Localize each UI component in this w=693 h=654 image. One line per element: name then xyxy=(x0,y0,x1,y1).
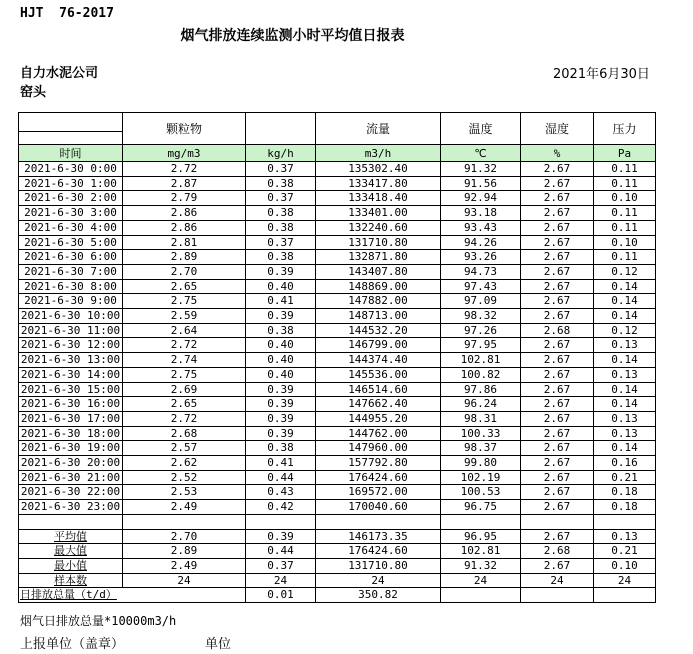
table-row xyxy=(19,191,656,206)
daily-total-label: 日排放总量（t/d） xyxy=(20,588,117,602)
value-cell: 2.72 xyxy=(123,338,246,353)
value-cell: 2.74 xyxy=(123,353,246,368)
value-cell: 0.11 xyxy=(594,206,656,221)
value-cell: 0.10 xyxy=(594,191,656,206)
value-cell: 144762.00 xyxy=(316,426,441,441)
value-cell: 0.16 xyxy=(594,456,656,471)
value-cell: 0.38 xyxy=(246,176,316,191)
summary-value-cell: 24 xyxy=(246,573,316,588)
value-cell: 91.32 xyxy=(441,162,521,177)
summary-value-cell: 2.70 xyxy=(123,529,246,544)
summary-value-cell: 176424.60 xyxy=(316,544,441,559)
table-row xyxy=(19,456,656,471)
value-cell: 2.59 xyxy=(123,309,246,324)
unit-percent: % xyxy=(521,145,594,162)
daily-total-value-cell xyxy=(441,588,521,603)
summary-row xyxy=(19,544,656,559)
value-cell: 2.57 xyxy=(123,441,246,456)
value-cell: 0.11 xyxy=(594,162,656,177)
value-cell: 97.09 xyxy=(441,294,521,309)
value-cell: 145536.00 xyxy=(316,367,441,382)
value-cell: 133417.80 xyxy=(316,176,441,191)
col-header-pressure: 压力 xyxy=(594,113,656,145)
value-cell: 0.38 xyxy=(246,220,316,235)
value-cell: 2.67 xyxy=(521,176,594,191)
value-cell: 2.87 xyxy=(123,176,246,191)
value-cell: 0.39 xyxy=(246,397,316,412)
footnote: 烟气日排放总量*10000m3/h xyxy=(20,614,177,628)
summary-value-cell: 24 xyxy=(521,573,594,588)
table-row xyxy=(19,206,656,221)
station-name: 窑头 xyxy=(20,85,47,100)
value-cell: 2.86 xyxy=(123,220,246,235)
value-cell: 91.56 xyxy=(441,176,521,191)
table-row xyxy=(19,264,656,279)
value-cell: 2.70 xyxy=(123,264,246,279)
group-header-row xyxy=(19,113,656,132)
summary-value-cell: 96.95 xyxy=(441,529,521,544)
value-cell: 2.49 xyxy=(123,500,246,515)
summary-row xyxy=(19,529,656,544)
value-cell: 0.13 xyxy=(594,411,656,426)
table-row xyxy=(19,323,656,338)
value-cell: 146799.00 xyxy=(316,338,441,353)
value-cell: 97.43 xyxy=(441,279,521,294)
report-date: 2021年6月30日 xyxy=(553,67,650,82)
daily-total-value-cell: 350.82 xyxy=(316,588,441,603)
summary-value-cell: 91.32 xyxy=(441,558,521,573)
unit-label: 单位 xyxy=(205,637,232,652)
summary-value-cell: 2.89 xyxy=(123,544,246,559)
value-cell: 0.18 xyxy=(594,485,656,500)
empty-cell xyxy=(441,514,521,529)
summary-label: 平均值 xyxy=(54,529,87,543)
time-cell: 2021-6-30 15:00 xyxy=(19,382,123,397)
time-cell: 2021-6-30 1:00 xyxy=(19,176,123,191)
time-cell: 2021-6-30 14:00 xyxy=(19,367,123,382)
value-cell: 0.41 xyxy=(246,294,316,309)
value-cell: 2.53 xyxy=(123,485,246,500)
value-cell: 2.67 xyxy=(521,456,594,471)
time-cell: 2021-6-30 17:00 xyxy=(19,411,123,426)
value-cell: 97.86 xyxy=(441,382,521,397)
value-cell: 0.13 xyxy=(594,367,656,382)
summary-value-cell: 146173.35 xyxy=(316,529,441,544)
empty-cell xyxy=(19,514,123,529)
table-row xyxy=(19,485,656,500)
table-row xyxy=(19,353,656,368)
value-cell: 0.43 xyxy=(246,485,316,500)
value-cell: 0.14 xyxy=(594,294,656,309)
value-cell: 94.26 xyxy=(441,235,521,250)
value-cell: 135302.40 xyxy=(316,162,441,177)
value-cell: 2.67 xyxy=(521,338,594,353)
empty-cell xyxy=(316,514,441,529)
time-cell: 2021-6-30 5:00 xyxy=(19,235,123,250)
value-cell: 0.11 xyxy=(594,220,656,235)
table-row xyxy=(19,426,656,441)
daily-total-label-cell xyxy=(19,588,246,603)
value-cell: 2.52 xyxy=(123,470,246,485)
time-cell: 2021-6-30 9:00 xyxy=(19,294,123,309)
company-name: 自力水泥公司 xyxy=(20,66,99,81)
table-body xyxy=(19,162,656,603)
summary-value-cell: 24 xyxy=(123,573,246,588)
table-row xyxy=(19,367,656,382)
value-cell: 148713.00 xyxy=(316,309,441,324)
summary-label-cell xyxy=(19,558,123,573)
value-cell: 2.81 xyxy=(123,235,246,250)
value-cell: 100.82 xyxy=(441,367,521,382)
value-cell: 92.94 xyxy=(441,191,521,206)
value-cell: 0.41 xyxy=(246,456,316,471)
unit-header-row xyxy=(19,145,656,162)
value-cell: 2.67 xyxy=(521,279,594,294)
value-cell: 2.67 xyxy=(521,470,594,485)
summary-value-cell: 24 xyxy=(316,573,441,588)
value-cell: 93.26 xyxy=(441,250,521,265)
summary-value-cell: 2.67 xyxy=(521,558,594,573)
summary-row xyxy=(19,558,656,573)
summary-label-cell xyxy=(19,529,123,544)
empty-cell xyxy=(594,514,656,529)
value-cell: 0.21 xyxy=(594,470,656,485)
time-cell: 2021-6-30 13:00 xyxy=(19,353,123,368)
value-cell: 144955.20 xyxy=(316,411,441,426)
table-row xyxy=(19,411,656,426)
value-cell: 0.40 xyxy=(246,338,316,353)
value-cell: 100.33 xyxy=(441,426,521,441)
table-row xyxy=(19,176,656,191)
time-cell: 2021-6-30 6:00 xyxy=(19,250,123,265)
time-cell: 2021-6-30 22:00 xyxy=(19,485,123,500)
unit-mg-m3: mg/m3 xyxy=(123,145,246,162)
value-cell: 2.67 xyxy=(521,441,594,456)
value-cell: 0.39 xyxy=(246,411,316,426)
summary-value-cell: 0.21 xyxy=(594,544,656,559)
report-table xyxy=(18,112,656,603)
value-cell: 99.80 xyxy=(441,456,521,471)
value-cell: 0.42 xyxy=(246,500,316,515)
value-cell: 2.67 xyxy=(521,500,594,515)
time-cell: 2021-6-30 19:00 xyxy=(19,441,123,456)
value-cell: 96.24 xyxy=(441,397,521,412)
value-cell: 148869.00 xyxy=(316,279,441,294)
table-row xyxy=(19,500,656,515)
table-row xyxy=(19,470,656,485)
value-cell: 133401.00 xyxy=(316,206,441,221)
table-row xyxy=(19,309,656,324)
value-cell: 157792.80 xyxy=(316,456,441,471)
value-cell: 2.67 xyxy=(521,206,594,221)
value-cell: 2.67 xyxy=(521,250,594,265)
value-cell: 94.73 xyxy=(441,264,521,279)
col-header-blank xyxy=(246,113,316,145)
summary-value-cell: 24 xyxy=(594,573,656,588)
empty-cell xyxy=(123,514,246,529)
value-cell: 133418.40 xyxy=(316,191,441,206)
summary-label: 最大值 xyxy=(54,544,87,558)
value-cell: 2.67 xyxy=(521,264,594,279)
time-header: 时间 xyxy=(19,145,123,162)
page-title: 烟气排放连续监测小时平均值日报表 xyxy=(180,28,405,44)
value-cell: 0.37 xyxy=(246,235,316,250)
time-cell: 2021-6-30 7:00 xyxy=(19,264,123,279)
table-row xyxy=(19,220,656,235)
corner-cell-bottom xyxy=(19,132,123,145)
value-cell: 2.68 xyxy=(521,323,594,338)
summary-value-cell: 2.49 xyxy=(123,558,246,573)
value-cell: 0.38 xyxy=(246,206,316,221)
table-row xyxy=(19,235,656,250)
value-cell: 0.11 xyxy=(594,250,656,265)
value-cell: 144374.40 xyxy=(316,353,441,368)
summary-value-cell: 2.67 xyxy=(521,529,594,544)
summary-value-cell: 0.44 xyxy=(246,544,316,559)
value-cell: 98.32 xyxy=(441,309,521,324)
reporting-unit-label: 上报单位（盖章） xyxy=(20,637,125,652)
value-cell: 2.67 xyxy=(521,411,594,426)
value-cell: 0.39 xyxy=(246,309,316,324)
empty-cell xyxy=(246,514,316,529)
time-cell: 2021-6-30 12:00 xyxy=(19,338,123,353)
summary-value-cell: 2.68 xyxy=(521,544,594,559)
value-cell: 2.67 xyxy=(521,485,594,500)
value-cell: 2.67 xyxy=(521,353,594,368)
value-cell: 0.38 xyxy=(246,323,316,338)
value-cell: 102.81 xyxy=(441,353,521,368)
col-header-humidity: 湿度 xyxy=(521,113,594,145)
value-cell: 2.75 xyxy=(123,294,246,309)
value-cell: 0.12 xyxy=(594,323,656,338)
value-cell: 100.53 xyxy=(441,485,521,500)
value-cell: 132240.60 xyxy=(316,220,441,235)
value-cell: 0.40 xyxy=(246,279,316,294)
value-cell: 147662.40 xyxy=(316,397,441,412)
table-row xyxy=(19,279,656,294)
value-cell: 93.18 xyxy=(441,206,521,221)
value-cell: 2.65 xyxy=(123,279,246,294)
time-cell: 2021-6-30 3:00 xyxy=(19,206,123,221)
value-cell: 0.39 xyxy=(246,426,316,441)
value-cell: 146514.60 xyxy=(316,382,441,397)
empty-cell xyxy=(521,514,594,529)
time-cell: 2021-6-30 21:00 xyxy=(19,470,123,485)
value-cell: 2.67 xyxy=(521,220,594,235)
value-cell: 0.13 xyxy=(594,338,656,353)
value-cell: 0.39 xyxy=(246,264,316,279)
value-cell: 176424.60 xyxy=(316,470,441,485)
table-row xyxy=(19,294,656,309)
value-cell: 2.64 xyxy=(123,323,246,338)
summary-value-cell: 0.13 xyxy=(594,529,656,544)
col-header-flow: 流量 xyxy=(316,113,441,145)
value-cell: 0.10 xyxy=(594,235,656,250)
time-cell: 2021-6-30 11:00 xyxy=(19,323,123,338)
daily-total-value-cell: 0.01 xyxy=(246,588,316,603)
value-cell: 169572.00 xyxy=(316,485,441,500)
summary-value-cell: 0.10 xyxy=(594,558,656,573)
value-cell: 2.67 xyxy=(521,162,594,177)
unit-pa: Pa xyxy=(594,145,656,162)
summary-label: 最小值 xyxy=(54,558,87,572)
summary-row xyxy=(19,573,656,588)
spacer-row xyxy=(19,514,656,529)
value-cell: 132871.80 xyxy=(316,250,441,265)
value-cell: 0.14 xyxy=(594,353,656,368)
value-cell: 2.72 xyxy=(123,162,246,177)
value-cell: 0.44 xyxy=(246,470,316,485)
value-cell: 2.86 xyxy=(123,206,246,221)
daily-total-value-cell xyxy=(594,588,656,603)
table-row xyxy=(19,250,656,265)
standard-number: HJT 76-2017 xyxy=(20,6,114,21)
value-cell: 96.75 xyxy=(441,500,521,515)
summary-value-cell: 131710.80 xyxy=(316,558,441,573)
unit-kg-h: kg/h xyxy=(246,145,316,162)
value-cell: 2.75 xyxy=(123,367,246,382)
table-row xyxy=(19,338,656,353)
summary-value-cell: 102.81 xyxy=(441,544,521,559)
value-cell: 98.31 xyxy=(441,411,521,426)
table-row xyxy=(19,382,656,397)
value-cell: 0.11 xyxy=(594,176,656,191)
value-cell: 2.67 xyxy=(521,309,594,324)
value-cell: 2.67 xyxy=(521,382,594,397)
daily-total-row xyxy=(19,588,656,603)
value-cell: 102.19 xyxy=(441,470,521,485)
table-row xyxy=(19,397,656,412)
value-cell: 0.18 xyxy=(594,500,656,515)
value-cell: 2.67 xyxy=(521,426,594,441)
summary-value-cell: 0.37 xyxy=(246,558,316,573)
value-cell: 147960.00 xyxy=(316,441,441,456)
value-cell: 0.14 xyxy=(594,309,656,324)
value-cell: 0.14 xyxy=(594,441,656,456)
value-cell: 97.95 xyxy=(441,338,521,353)
time-cell: 2021-6-30 23:00 xyxy=(19,500,123,515)
summary-value-cell: 0.39 xyxy=(246,529,316,544)
value-cell: 2.72 xyxy=(123,411,246,426)
col-header-particulate: 颗粒物 xyxy=(123,113,246,145)
value-cell: 2.89 xyxy=(123,250,246,265)
value-cell: 0.40 xyxy=(246,353,316,368)
time-cell: 2021-6-30 16:00 xyxy=(19,397,123,412)
value-cell: 2.67 xyxy=(521,397,594,412)
summary-label-cell xyxy=(19,573,123,588)
time-cell: 2021-6-30 20:00 xyxy=(19,456,123,471)
value-cell: 2.67 xyxy=(521,367,594,382)
table-row xyxy=(19,162,656,177)
value-cell: 144532.20 xyxy=(316,323,441,338)
value-cell: 0.38 xyxy=(246,441,316,456)
value-cell: 0.37 xyxy=(246,191,316,206)
value-cell: 2.67 xyxy=(521,235,594,250)
col-header-temperature: 温度 xyxy=(441,113,521,145)
value-cell: 143407.80 xyxy=(316,264,441,279)
value-cell: 2.68 xyxy=(123,426,246,441)
time-cell: 2021-6-30 18:00 xyxy=(19,426,123,441)
value-cell: 0.13 xyxy=(594,426,656,441)
value-cell: 2.67 xyxy=(521,191,594,206)
unit-m3-h: m3/h xyxy=(316,145,441,162)
value-cell: 2.69 xyxy=(123,382,246,397)
value-cell: 170040.60 xyxy=(316,500,441,515)
time-cell: 2021-6-30 4:00 xyxy=(19,220,123,235)
unit-celsius: ℃ xyxy=(441,145,521,162)
value-cell: 2.67 xyxy=(521,294,594,309)
value-cell: 0.14 xyxy=(594,279,656,294)
time-cell: 2021-6-30 10:00 xyxy=(19,309,123,324)
summary-value-cell: 24 xyxy=(441,573,521,588)
value-cell: 0.14 xyxy=(594,397,656,412)
time-cell: 2021-6-30 8:00 xyxy=(19,279,123,294)
value-cell: 98.37 xyxy=(441,441,521,456)
value-cell: 2.62 xyxy=(123,456,246,471)
time-cell: 2021-6-30 2:00 xyxy=(19,191,123,206)
value-cell: 0.40 xyxy=(246,367,316,382)
value-cell: 2.79 xyxy=(123,191,246,206)
time-cell: 2021-6-30 0:00 xyxy=(19,162,123,177)
value-cell: 0.12 xyxy=(594,264,656,279)
summary-label-cell xyxy=(19,544,123,559)
value-cell: 2.65 xyxy=(123,397,246,412)
value-cell: 147882.00 xyxy=(316,294,441,309)
daily-total-value-cell xyxy=(521,588,594,603)
value-cell: 131710.80 xyxy=(316,235,441,250)
corner-cell-top xyxy=(19,113,123,132)
table-row xyxy=(19,441,656,456)
value-cell: 97.26 xyxy=(441,323,521,338)
value-cell: 93.43 xyxy=(441,220,521,235)
summary-label: 样本数 xyxy=(54,573,87,587)
value-cell: 0.14 xyxy=(594,382,656,397)
value-cell: 0.39 xyxy=(246,382,316,397)
value-cell: 0.37 xyxy=(246,162,316,177)
value-cell: 0.38 xyxy=(246,250,316,265)
